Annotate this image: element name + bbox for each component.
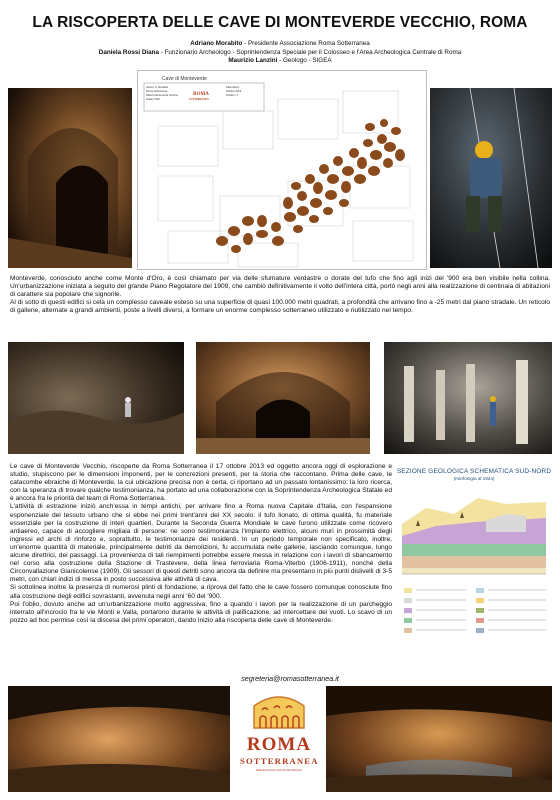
svg-text:ROMA: ROMA (193, 92, 209, 97)
svg-text:SOTTERRANEA: SOTTERRANEA (189, 98, 209, 101)
logo-tagline: SPELEOLOGIA CAVITÀ ARTIFICIALI (255, 768, 303, 772)
svg-text:Autore: A. Morabito: Autore: A. Morabito (146, 86, 169, 89)
authors-block (0, 40, 560, 66)
history-paragraph: Poi l'oblio, dovuto anche ad un'urbanizzazione molto aggressiva, fino a quando i lavori per la realizzazione di un parcheggio interrato all'incrocio fra le vie Monti e Valla, portarono durante le attività di palificazione, ad intercettare dei vuoti. Lo scavo di un pozzo ad hoc permise così la discesa dei primi operatori, dando inizio alla riscoperta delle cave di Monteverde. (10, 600, 392, 624)
photo-arched-gallery (196, 342, 370, 454)
geo-subtitle: (morfologia al 1924) (453, 476, 495, 481)
photo-cave-chamber (8, 342, 184, 454)
svg-text:Ottobre 2013: Ottobre 2013 (226, 90, 242, 93)
history-paragraph: L'attività di estrazione iniziò anch'essa in tempi antichi, per arrivare fino a Roma nuova Capitale d'Italia, con l'espansione esponenziale del tessuto urbano che si ebbe nei primi trent'anni del XX secolo: il tufo lionato, di ottima qualità, fu materiale essenziale per la costruzione di interi quartieri. Durante la Seconda Guerra Mondiale le cave furono utilizzate come ricovero antiaereo, capace di accogliere migliaia di persone: ne sono testimonianza l'impianto elettrico, alcuni muri in prossimità degli ingressi ed archi di rinforzo e, soprattutto, le testimonianze dei residenti. In un periodo temporale non specificato, inoltre, un'enorme quantità di materiale, principalmente detriti da demolizioni, fu accumulata nelle gallerie, lasciando comunque, lungo alcune direttrici, dei passaggi. La provenienza di tali riempimenti potrebbe essere messa in relazione con i lavori di sbancamento nel corso alla costruzione della Stazione di Trastevere, della linea ferroviaria Roma-Viterbo (1906-1911), nonché della Circonvallazione Gianicolense (1909). Gli sessori di questi detriti sono ancora da definire ma presentano in più punti dislivelli di 3-5 metri, con chiari indizi di messa in posto successiva alle attività di cava. (10, 503, 392, 584)
logo-main-text: ROMA (246, 734, 312, 755)
geo-profile (402, 498, 546, 574)
photo-cave-bottom-right (326, 686, 552, 792)
logo-secondary-text: SOTTERRANEA (240, 756, 319, 766)
author-line: Daniela Rossi Diana - Funzionario Archeologo - Soprintendenza Speciale per il Colosseo e l'Area Archeologica Centrale di Roma (98, 48, 462, 56)
photo-pillars (384, 342, 552, 454)
svg-text:Roma Sotterranea: Roma Sotterranea (146, 90, 168, 93)
history-paragraph: Le cave di Monteverde Vecchio, riscoperte da Roma Sotterranea il 17 ottobre 2013 ed oggetto ancora oggi di esplorazione e studio, stupiscono per le dimensioni imponenti, per le concrezioni presenti, per la storia che raccontano. Prima delle cave, le catacombe ebraiche di Monteverde, la cui ubicazione precisa non è certa, ci riportano ad un passato lontanissimo: la loro ricerca, con la speranza di trovare qualche testimonianza, ha portato ad una collaborazione con la Soprintendenza Archeologica Statale ed è ancora fra le priorità del team di Roma Sotterranea. (10, 463, 392, 503)
geo-legend (404, 588, 546, 633)
intro-paragraph-2: Al di sotto di questi edifici si cela un complesso caveale esteso su una superficie di quasi 100.000 metri quadrati, a profondità che arrivano fino a -25 metri dal piano stradale. Un reticolo di gallerie, alternate a grandi ambienti, poste a livelli diversi, a formare un enorme complesso sotterraneo utilizzato e riutilizzato nel tempo. (10, 299, 550, 315)
poster-title: LA RISCOPERTA DELLE CAVE DI MONTEVERDE VECCHIO, ROMA (32, 14, 528, 31)
photo-arched-tunnel (8, 88, 132, 268)
intro-paragraph-1: Monteverde, conosciuto anche come Monte d'Oro, è così chiamato per via delle sfumature verdastre o dorate del tufo che fino agli inizi del '900 era ben visibile nella collina. Un'urbanizzazione iniziata a seguito del grande Piano Regolatore del 1909, che cambiò definitivamente il volto dell'intera città, portò negli anni alla realizzazione di centinaia di abitazioni di carattere sia popolare che signorile. (10, 275, 550, 299)
history-paragraph: Si sottolinea inoltre la presenza di numerosi plinti di fondazione, a riprova del fatto che le cave fossero comunque conosciute fino alla costruzione degli edifici sovrastanti, avvenuta negli anni '60 del '900. (10, 584, 392, 600)
contact-email[interactable]: segreteria@romasotterranea.it (241, 674, 339, 683)
intro-text (10, 275, 550, 315)
colosseum-icon (254, 697, 304, 728)
map-header: Cave di Monteverde (162, 76, 207, 82)
svg-text:Rilievo Monteverde Vecchio: Rilievo Monteverde Vecchio (146, 94, 179, 97)
photo-cave-bottom-left (8, 686, 230, 792)
history-text (10, 463, 392, 625)
geological-section (396, 468, 552, 664)
svg-text:Scala 1:500: Scala 1:500 (146, 98, 160, 101)
svg-text:Data rilievo:: Data rilievo: (226, 86, 240, 89)
roma-sotterranea-logo (240, 684, 318, 780)
svg-text:Tavola n. 1: Tavola n. 1 (226, 94, 239, 97)
author-line: Adriano Morabito - Presidente Associazione Roma Sotterranea (190, 40, 370, 47)
cave-map (137, 70, 427, 270)
geo-title: SEZIONE GEOLOGICA SCHEMATICA SUD-NORD (396, 468, 552, 475)
photo-caver-descent (430, 88, 552, 268)
author-line: Maurizio Lanzini - Geologo - SIGEA (228, 57, 332, 65)
